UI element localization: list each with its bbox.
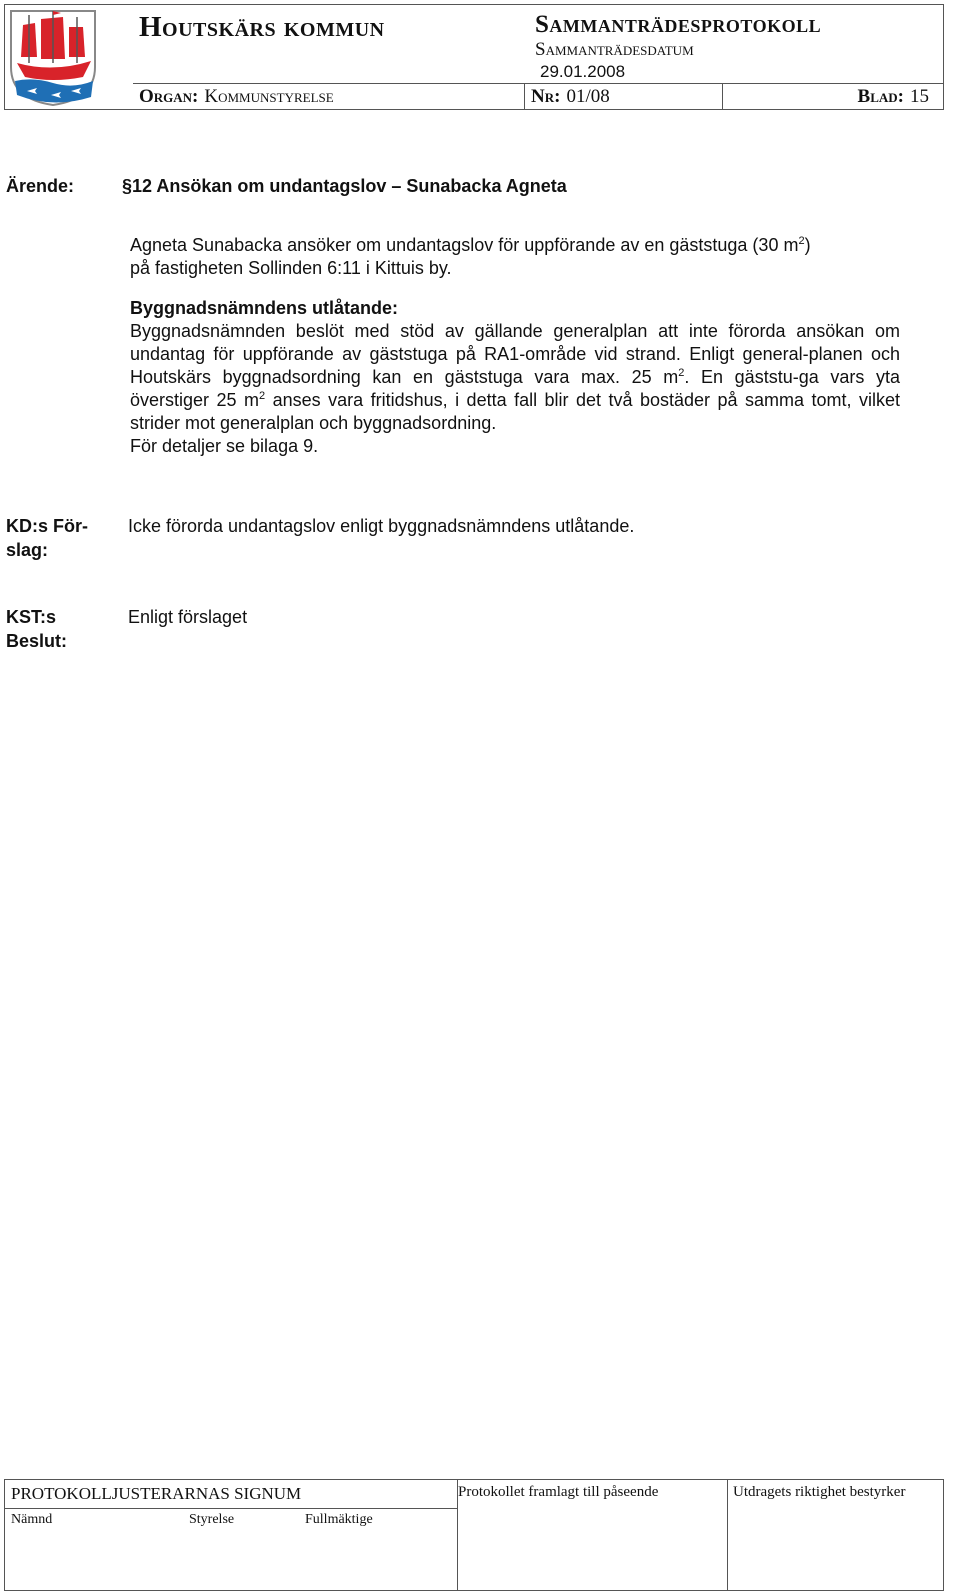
kst-label-line-1: KST:s	[6, 607, 57, 627]
statement-body	[130, 320, 900, 458]
header-info-row	[133, 83, 943, 110]
organ-value: Kommunstyrelse	[204, 86, 334, 107]
intro-text-2: )	[804, 235, 811, 255]
footer-column-divider	[727, 1480, 728, 1590]
kst-label	[6, 605, 67, 653]
signum-fullmaktige: Fullmäktige	[305, 1512, 373, 1527]
organ-label: Organ:	[139, 86, 199, 107]
nr-label: Nr:	[531, 86, 561, 107]
meeting-date-label: Sammanträdesdatum	[535, 39, 694, 60]
statement-details: För detaljer se bilaga 9.	[130, 436, 319, 456]
intro-text-3: på fastigheten Sollinden 6:11 i Kittuis by.	[130, 258, 452, 278]
statement-sup-2: 2	[259, 390, 266, 402]
kd-label-line-1: KD:s För-	[6, 516, 88, 536]
protocol-footer	[4, 1479, 944, 1591]
nr-cell	[525, 84, 723, 110]
blad-cell	[723, 84, 943, 110]
municipality-name: Houtskärs kommun	[139, 11, 385, 43]
kd-proposal: Icke förorda undantagslov enligt byggnadsnämndens utlåtande.	[128, 516, 635, 536]
kd-label	[6, 514, 88, 562]
statement-text-1: Byggnadsnämnden beslöt med stöd av gällande generalplan att inte förorda ansökan om undantag för uppförande av gäststuga på RA1-område vid strand. Enligt general-planen och Houtskärs byggnadsordning kan en gäststuga vara max. 25 m	[130, 321, 900, 387]
arende-title: §12 Ansökan om undantagslov – Sunabacka Agneta	[122, 176, 567, 196]
intro-sup: 2	[798, 235, 805, 247]
statement-text-3: anses vara fritidshus, i detta fall blir det två bostäder på samma tomt, vilket strider mot generalplan och byggnadsordning.	[130, 390, 900, 433]
published-label: Protokollet framlagt till påseende	[458, 1484, 659, 1500]
kst-label-line-2: Beslut:	[6, 631, 68, 651]
arende-intro	[130, 234, 900, 280]
statement-text-2: . En gäststu-ga vars yta överstiger 25 m	[130, 367, 900, 410]
signum-heading: PROTOKOLLJUSTERARNAS SIGNUM	[11, 1484, 302, 1503]
nr-value: 01/08	[566, 86, 610, 107]
signum-styrelse: Styrelse	[189, 1512, 235, 1527]
protocol-header	[4, 4, 944, 110]
blad-label: Blad:	[857, 86, 904, 107]
statement-heading: Byggnadsnämndens utlåtande:	[130, 298, 399, 318]
blad-value: 15	[910, 86, 929, 107]
kd-label-line-2: slag:	[6, 540, 49, 560]
organ-cell	[133, 84, 525, 110]
footer-divider	[5, 1508, 457, 1509]
kst-decision: Enligt förslaget	[128, 607, 248, 627]
intro-text-1: Agneta Sunabacka ansöker om undantagslov för uppförande av en gäststuga (30 m	[130, 235, 799, 255]
coat-of-arms-icon	[7, 7, 99, 107]
meeting-date: 29.01.2008	[540, 62, 626, 81]
arende-label: Ärende:	[6, 176, 75, 196]
protocol-title: Sammanträdesprotokoll	[535, 11, 822, 38]
signum-namnd: Nämnd	[11, 1512, 53, 1527]
statement-sup-1: 2	[678, 367, 685, 379]
certified-label: Utdragets riktighet bestyrker	[733, 1484, 906, 1500]
